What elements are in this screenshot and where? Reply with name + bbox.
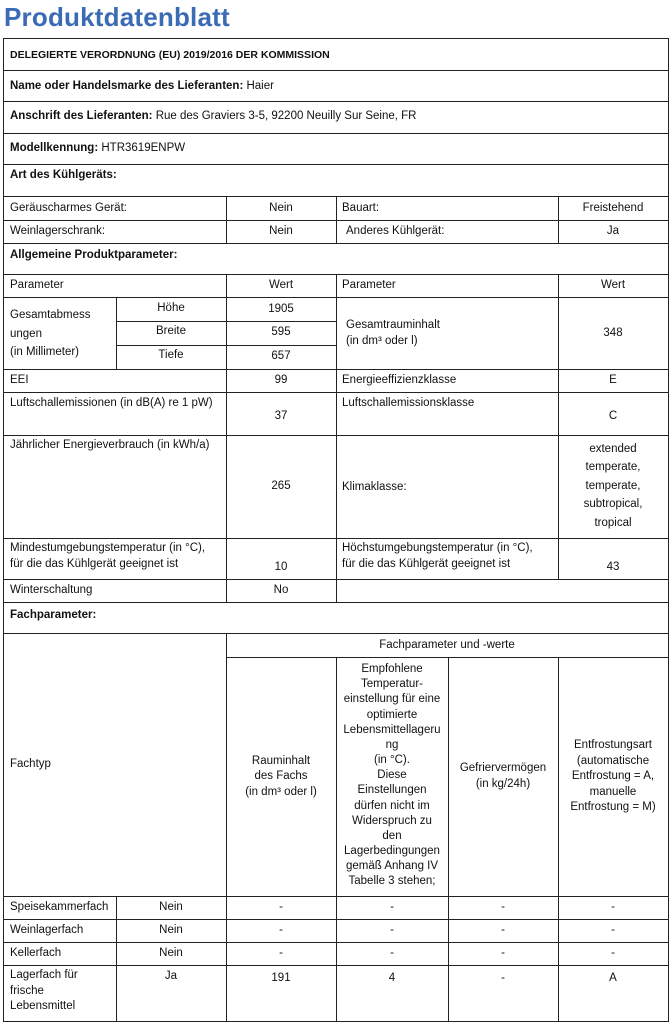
- volume-label: Gesamtrauminhalt (in dm³ oder l): [346, 319, 440, 347]
- grid-line: [336, 274, 337, 603]
- grid-line: [3, 38, 4, 1022]
- row-temp: -: [390, 947, 394, 960]
- grid-line: [3, 101, 669, 102]
- grid-line: [116, 297, 117, 370]
- depth-label: Tiefe: [158, 349, 184, 362]
- defrost-header: Entfrostungsart (automatische Entfrostung = A, manuelle Entfrostung = M): [570, 739, 656, 814]
- annual-value: 265: [271, 480, 291, 493]
- eei-value: 99: [274, 374, 288, 387]
- supplier-label: Name oder Handelsmarke des Lieferanten:: [10, 80, 244, 93]
- compartment-heading: Fachparameter:: [10, 609, 97, 621]
- depth-value: 657: [271, 350, 291, 363]
- row-present: Ja: [164, 970, 178, 982]
- row-volume: 191: [271, 972, 291, 984]
- row-freeze: -: [501, 924, 505, 937]
- grid-line: [558, 274, 559, 580]
- dims-label: Gesamtabmess ungen (in Millimeter): [10, 309, 91, 359]
- min-temp-label: Mindestumgebungstemperatur (in °C), für die das Kühlgerät geeignet ist: [10, 542, 206, 570]
- model-row: [4, 138, 666, 160]
- row-defrost: -: [611, 924, 615, 937]
- row-present: Nein: [159, 901, 183, 914]
- row-present: Nein: [159, 947, 183, 960]
- model-label: Modellkennung:: [10, 142, 99, 155]
- row-defrost: -: [611, 901, 615, 914]
- quiet-value: Nein: [269, 201, 293, 214]
- row-name: Speisekammerfach: [10, 901, 109, 914]
- build-value: Freistehend: [582, 201, 644, 214]
- max-temp-value: 43: [606, 561, 620, 574]
- value-header-left: Wert: [268, 279, 294, 292]
- energy-class-value: E: [609, 374, 617, 387]
- row-freeze: -: [501, 972, 505, 984]
- max-temp-label: Höchstumgebungstemperatur (in °C), für die das Kühlgerät geeignet ist: [342, 542, 533, 570]
- height-label: Höhe: [157, 302, 185, 315]
- noise-class-value: C: [608, 410, 618, 423]
- grid-line: [226, 274, 227, 603]
- row-freeze: -: [501, 947, 505, 960]
- grid-line: [558, 657, 559, 1022]
- other-label: Anderes Kühlgerät:: [346, 224, 445, 237]
- energy-class-label: Energieeffizienzklasse: [342, 374, 457, 387]
- grid-line: [668, 38, 669, 1022]
- general-heading: Allgemeine Produktparameter:: [10, 249, 178, 261]
- row-temp: 4: [388, 972, 396, 984]
- compartment-group-header: Fachparameter und -werte: [379, 639, 515, 652]
- model-value: HTR3619ENPW: [101, 142, 186, 155]
- eei-label: EEI: [10, 374, 29, 387]
- annual-label: Jährlicher Energieverbrauch (in kWh/a): [10, 439, 210, 451]
- climate-value: extended temperate, temperate, subtropical, tropical: [583, 443, 643, 529]
- height-value: 1905: [268, 303, 294, 316]
- device-type-heading: Art des Kühlgeräts:: [10, 169, 117, 181]
- row-name: Kellerfach: [10, 947, 62, 960]
- grid-line: [3, 133, 669, 134]
- winter-value: No: [273, 583, 289, 596]
- type-header: Fachtyp: [10, 758, 51, 771]
- grid-line: [558, 196, 559, 244]
- grid-line: [226, 196, 227, 244]
- noise-class-label: Luftschallemissionsklasse: [342, 397, 475, 409]
- row-defrost: -: [611, 947, 615, 960]
- width-value: 595: [271, 326, 291, 339]
- grid-line: [3, 70, 669, 71]
- param-header-right: Parameter: [342, 279, 396, 292]
- wine-label: Weinlagerschrank:: [10, 224, 106, 237]
- page-title: Produktdatenblatt: [4, 2, 230, 32]
- wine-value: Nein: [269, 224, 293, 237]
- row-name: Weinlagerfach: [10, 924, 84, 937]
- volume-header: Rauminhalt des Fachs (in dm³ oder l): [245, 754, 317, 798]
- noise-label: Luftschallemissionen (in dB(A) re 1 pW): [10, 397, 213, 409]
- supplier-value: Haier: [246, 80, 274, 93]
- row-present: Nein: [159, 924, 183, 937]
- row-name: Lagerfach für frische Lebensmittel: [10, 969, 78, 1013]
- grid-line: [226, 633, 227, 1022]
- build-label: Bauart:: [342, 201, 380, 214]
- grid-line: [116, 896, 117, 1022]
- row-defrost: A: [609, 972, 617, 984]
- winter-label: Winterschaltung: [10, 583, 93, 596]
- regulation-heading: DELEGIERTE VERORDNUNG (EU) 2019/2016 DER KOMMISSION: [10, 48, 330, 61]
- row-volume: -: [279, 947, 283, 960]
- param-header-left: Parameter: [10, 279, 64, 292]
- address-value: Rue des Graviers 3-5, 92200 Neuilly Sur Seine, FR: [155, 110, 417, 123]
- min-temp-value: 10: [274, 561, 288, 574]
- temp-header: Empfohlene Temperatur- einstellung für eine optimierte Lebensmittellageru ng (in °C). Diese Einstellungen dürfen nicht im Widerspruch zu den Lagerbedingungen gemäß Anhang IV Tabelle 3 stehen;: [343, 663, 441, 888]
- other-value: Ja: [606, 224, 620, 237]
- row-freeze: -: [501, 901, 505, 914]
- supplier-row: [4, 76, 666, 98]
- row-temp: -: [390, 901, 394, 914]
- noise-value: 37: [274, 410, 288, 423]
- grid-line: [3, 633, 669, 634]
- grid-line: [336, 657, 337, 1022]
- row-temp: -: [390, 924, 394, 937]
- grid-line: [448, 657, 449, 1022]
- grid-line: [3, 38, 669, 39]
- grid-line: [3, 164, 669, 165]
- quiet-label: Geräuscharmes Gerät:: [10, 201, 127, 214]
- value-header-right: Wert: [600, 279, 626, 292]
- row-volume: -: [279, 924, 283, 937]
- climate-label: Klimaklasse:: [342, 481, 407, 494]
- freeze-header: Gefriervermögen (in kg/24h): [459, 762, 547, 790]
- address-label: Anschrift des Lieferanten:: [10, 110, 153, 123]
- width-label: Breite: [155, 325, 187, 338]
- grid-line: [336, 196, 337, 244]
- volume-value: 348: [603, 327, 623, 340]
- row-volume: -: [279, 901, 283, 914]
- address-row: [4, 106, 666, 128]
